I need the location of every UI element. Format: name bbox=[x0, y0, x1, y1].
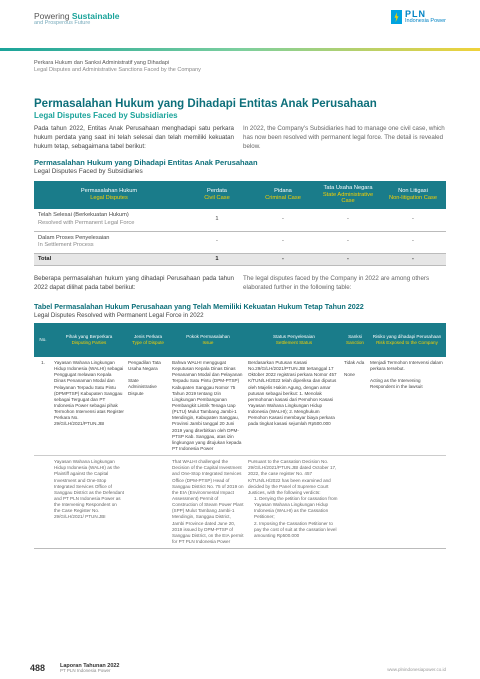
t2-header-issue: Pokok Permasalahan Issue bbox=[170, 323, 246, 357]
t2-header-type: Jenis Perkara Type of Dispute bbox=[126, 323, 170, 357]
t2-header-status: Status Penyelesaian Settlement Status bbox=[246, 323, 342, 357]
brand-bold: Sustainable bbox=[71, 11, 120, 21]
t2-header-parties: Pihak yang Berperkara Disputing Parties bbox=[52, 323, 126, 357]
top-header bbox=[0, 0, 480, 48]
brand-tagline bbox=[34, 12, 120, 27]
row-number: 1. bbox=[34, 357, 52, 456]
breadcrumb bbox=[34, 60, 201, 74]
table-row: Dalam Proses Penyelesaian In Settlement Process - - - - bbox=[34, 231, 446, 253]
issue-id: Bahwa WALHI menggugat Keputusan Kepala Dinas Dinas Penanaman Modal dan Pelayanan Terpadu Satu Pintu (DPM-PTSP) Kabupaten Sanggau Nomor 75 Tahun 2019 tentang Izin Lingkungan Pembangunan Pembangkit Listrik Tenaga Uap (PLTU) Mulut Tambang Jambi-1 Mendingin, Kabupaten Sanggau, Provinsi Jambi tanggal 20 Juni 2019 yang diterbitkan oleh DPM-PTSP Kab. Sanggau, atas izin lingkungan yang ditujukan kepada PT Indonesia Power bbox=[170, 357, 246, 456]
t1-header-disputes: Permasalahan Hukum Legal Disputes bbox=[34, 181, 184, 209]
parties-en: Yayasan Wahana Lingkungan Hidup Indonesia (WALHI) as the Plaintiff against the Capital Investment and One-Stop Integrated Services Office of Sanggau District as the Defendant and PT PLN Indonesia Power as the Intervening Respondent on the Case Register No. 29/G/LH/2021/ PTUN.JBI bbox=[52, 456, 126, 549]
table-row: Telah Selesai (Berkekuatan Hukum) Resolved with Permanent Legal Force 1 - - - bbox=[34, 209, 446, 231]
table2-title: Tabel Permasalahan Hukum Perusahaan yang Telah Memiliki Kekuatan Hukum Tetap Tahun 2022 bbox=[34, 302, 364, 311]
type-cell: Pengadilan Tata Usaha Negara State Administrative Dispute bbox=[126, 357, 170, 456]
page-footer bbox=[0, 661, 480, 679]
status-en: Pursuant to the Cassation Decision No. 29/G/LH/2021/PTUN.JBI dated October 17, 2022, the case register No. 457 K/TUN/LH/2022 has been examined and decided by the Panel of Supreme Court Justices, with the following verdicts: 1. Denying the petition for cassation from Yayasan Wahana Lingkungan Hidup Indonesia (WALHI) as the Cassation Petitioner; 2. Imposing the Cassation Petitioner to pay the cost of suit at the cassation level amounting Rp500.000 bbox=[246, 456, 342, 549]
t1-header-state: Tata Usaha Negara State Administrative Case bbox=[316, 181, 380, 209]
table1-title: Permasalahan Hukum yang Dihadapi Entitas Anak Perusahaan bbox=[34, 158, 258, 167]
section-title-en: Legal Disputes Faced by Subsidiaries bbox=[34, 111, 178, 120]
table2-title-en: Legal Disputes Resolved with Permanent Legal Force in 2022 bbox=[34, 312, 204, 319]
lightning-logo-icon bbox=[391, 10, 402, 24]
breadcrumb-id: Perkara Hukum dan Sanksi Administratif yang Dihadapi bbox=[34, 60, 170, 66]
page-number: 488 bbox=[30, 663, 46, 673]
middle-paragraph-id: Beberapa permasalahan hukum yang dihadapi Perusahaan pada tahun 2022 dapat dilihat pada tabel berikut: bbox=[34, 275, 234, 291]
risk-cell: Menjadi Termohon Intervensi dalam perkara tersebut. Acting as the Intervening Respondent in the lawsuit bbox=[368, 357, 446, 456]
t1-header-civil: Perdata Civil Case bbox=[184, 181, 250, 209]
table-row bbox=[34, 357, 446, 456]
t1-header-nonlit: Non Litigasi Non-litigation Case bbox=[380, 181, 446, 209]
logo-sub: Indonesia Power bbox=[405, 18, 446, 24]
issue-en: That WALHI challenged the Decision of the Capital Investment and One-Stop Integrated Services Office (DPM-PTSP) Head of Sanggau District No. 75 of 2019 on the EIA (Environmental Impact Assessment) Permit of Construction of Steam Power Plant (SPP) Mulut Tambang Jambi-1 Mendingin, Sanggau District, Jambi Province dated June 20, 2019 issued by DPM-PTSP of Sanggau District, on the EIA permit for PT PLN Indonesia Power bbox=[170, 456, 246, 549]
table-total-row: Total 1 - - - bbox=[34, 253, 446, 265]
t1-header-criminal: Pidana Criminal Case bbox=[250, 181, 316, 209]
header-band bbox=[0, 48, 480, 51]
legal-disputes-summary-table bbox=[34, 181, 446, 266]
sanction-cell: Tidak Ada None bbox=[342, 357, 368, 456]
t2-header-risk: Risiko yang dihadapi Perusahaan Risk Exposed to the Company bbox=[368, 323, 446, 357]
website-link[interactable]: www.plnindonesiapower.co.id bbox=[387, 667, 446, 672]
t2-header-sanction: Sanksi Sanction bbox=[342, 323, 368, 357]
section-title: Permasalahan Hukum yang Dihadapi Entitas Anak Perusahaan bbox=[34, 98, 377, 110]
brand-prefix: Powering bbox=[34, 11, 72, 21]
table1-title-en: Legal Disputes Faced by Subsidiaries bbox=[34, 168, 143, 175]
intro-paragraph-en: In 2022, the Company's Subsidiaries had to manage one civil case, which has now been resolved with permanent legal force. The detail is revealed below. bbox=[243, 125, 445, 150]
intro-paragraph-id: Pada tahun 2022, Entitas Anak Perusahaan menghadapi satu perkara hukum perdata yang saat ini telah selesai dan telah memiliki kekuatan hukum tetap, sebagaimana tabel berikut: bbox=[34, 125, 234, 150]
report-title: Laporan Tahunan 2022 PT PLN Indonesia Power bbox=[60, 663, 120, 674]
brand-sub: and Prosperous Future bbox=[34, 19, 91, 26]
pln-logo bbox=[391, 10, 446, 25]
t2-header-no: No. bbox=[34, 323, 52, 357]
logo-name: PLN bbox=[405, 9, 427, 19]
parties-id: Yayasan Wahana Lingkungan Hidup Indonesia (WALHI) sebagai Penggugat melawan Kepala Dinas Penanaman Modal dan Pelayanan Terpadu Satu Pintu (DPMPTSP) Kabupaten Sanggau sebagai Tergugat dan PT Indonesia Power sebagai pihak Termohon Intervensi atas Register Perkara No. 29/G/LH/2021/PTUN.JBI bbox=[52, 357, 126, 456]
middle-paragraph-en: The legal disputes faced by the Company in 2022 are among others elaborated further in the following table: bbox=[243, 275, 430, 291]
status-id: Berdasarkan Putusan Kasasi No.29/G/LH/2021/PTUN.JBI tertanggal 17 Oktober 2022 registrasi perkara Nomor 457 K/TUN/LH/2022 telah diperiksa dan diputus oleh Majelis Hakim Agung, dengan amar putusan sebagai berikut: 1. Menolak permohonan kasasi dari Pemohon Kasasi Yayasan Wahana Lingkungan Hidup Indonesia (WALHI); 2. Menghukum Pemohon Kasasi membayar biaya perkara pada tingkat kasasi sejumlah Rp500.000 bbox=[246, 357, 342, 456]
table-row bbox=[34, 456, 446, 549]
breadcrumb-en: Legal Disputes and Administrative Sanctions Faced by the Company bbox=[34, 67, 201, 74]
resolved-disputes-table bbox=[34, 323, 446, 549]
